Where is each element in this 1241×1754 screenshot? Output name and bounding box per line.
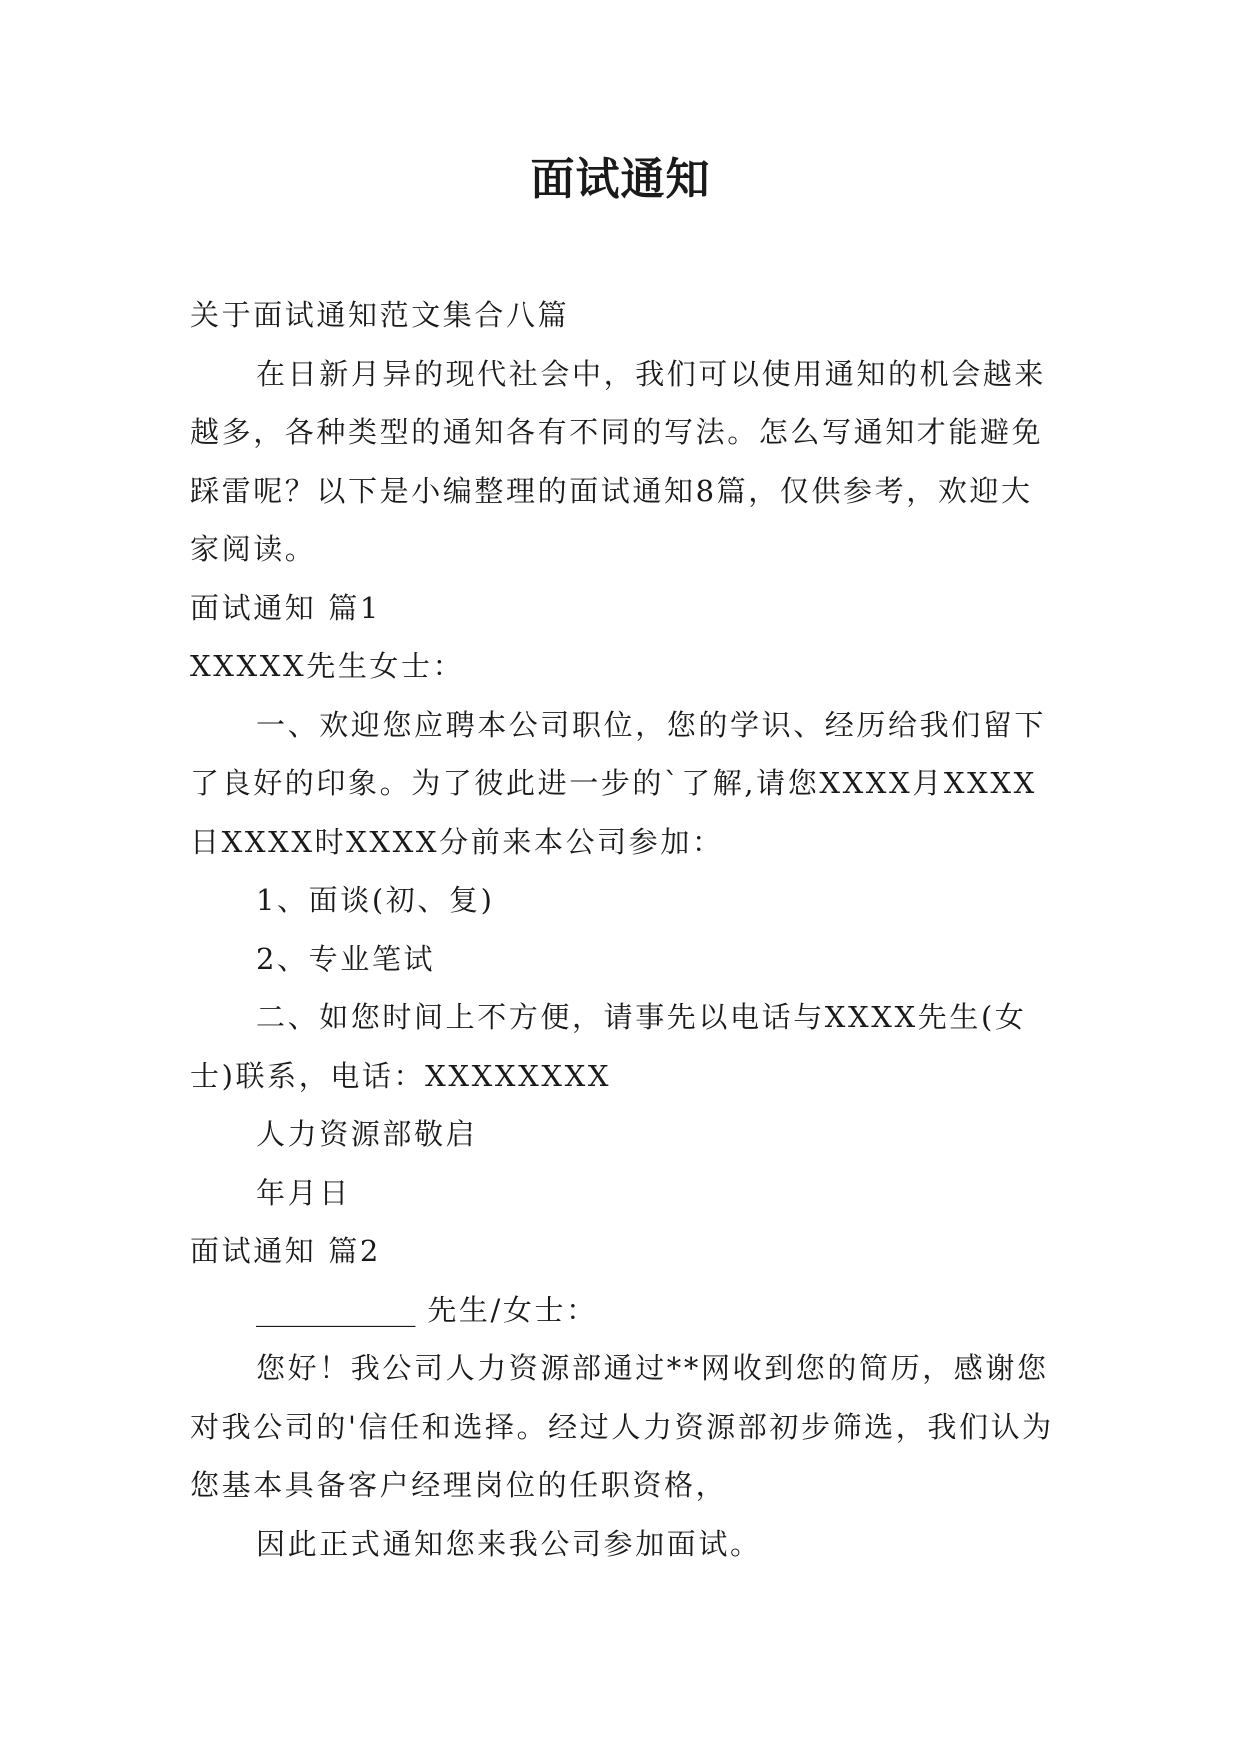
document-body	[190, 286, 1060, 1573]
salutation-2	[190, 1281, 1060, 1340]
name-blank: ___________	[256, 1292, 416, 1327]
signature-department: 人力资源部敬启	[256, 1117, 478, 1151]
list-item-interview: 1、面谈(初、复)	[256, 883, 495, 917]
section-heading-1: 面试通知 篇1	[190, 590, 381, 625]
notice-1-paragraph-1: 一、欢迎您应聘本公司职位，您的学识、经历给我们留下了良好的印象。为了彼此进一步的`了解,请您XXXX月XXXX日XXXX时XXXX分前来本公司参加：	[190, 707, 1047, 859]
list-item-written-test: 2、专业笔试	[256, 941, 436, 976]
intro-paragraph: 在日新月异的现代社会中，我们可以使用通知的机会越来越多，各种类型的通知各有不同的写法。怎么写通知才能避免踩雷呢？以下是小编整理的面试通知8篇，仅供参考，欢迎大家阅读。	[190, 356, 1047, 566]
notice-2-paragraph-1: 您好！我公司人力资源部通过**网收到您的简历，感谢您对我公司的'信任和选择。经过人力资源部初步筛选，我们认为您基本具备客户经理岗位的任职资格，	[190, 1351, 1054, 1502]
notice-2-paragraph-2: 因此正式通知您来我公司参加面试。	[256, 1526, 762, 1561]
document-title: 面试通知	[530, 154, 711, 205]
salutation-1: XXXXX先生女士：	[190, 649, 465, 683]
salutation-2-text: 先生/女士：	[427, 1292, 598, 1327]
document-subtitle: 关于面试通知范文集合八篇	[190, 298, 570, 332]
section-heading-2: 面试通知 篇2	[190, 1234, 381, 1268]
signature-date: 年月日	[256, 1175, 351, 1210]
notice-1-paragraph-2: 二、如您时间上不方便，请事先以电话与XXXX先生(女士)联系，电话：XXXXXXXX	[190, 1000, 1027, 1093]
